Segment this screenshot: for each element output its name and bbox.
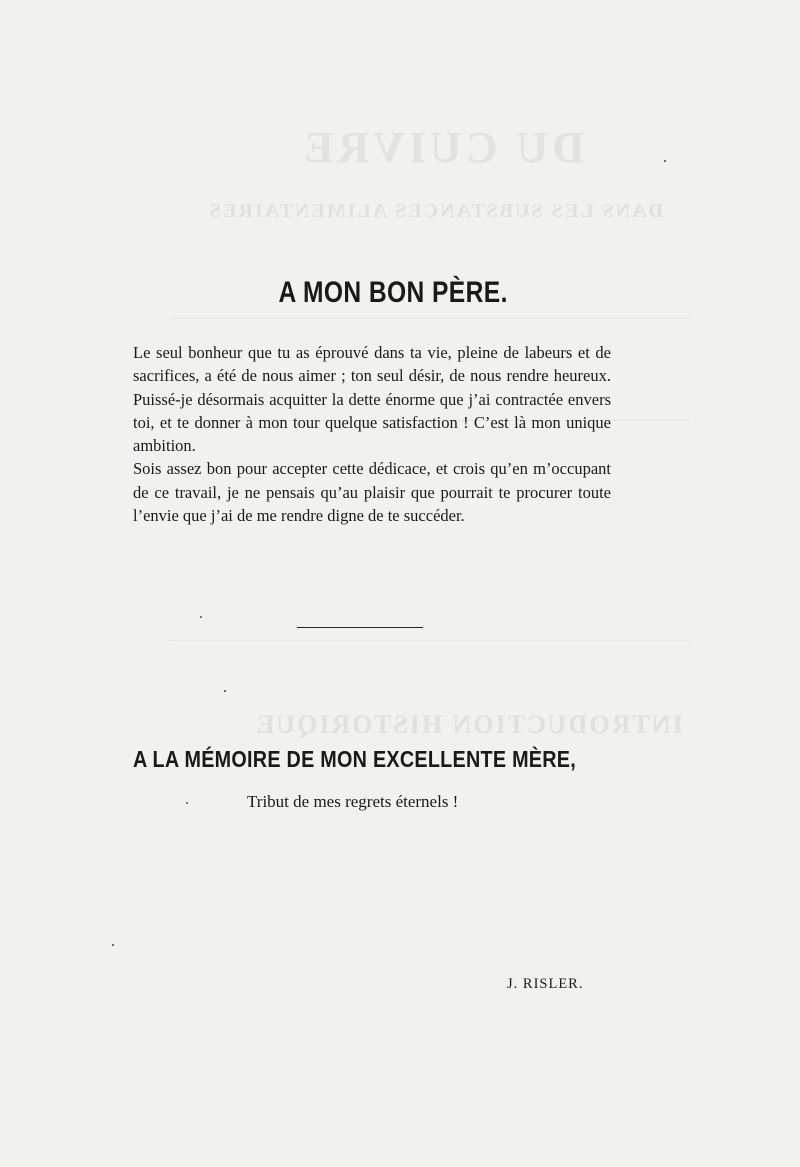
speck — [224, 690, 226, 692]
dedication-paragraph: Le seul bonheur que tu as éprouvé dans ta vie, pleine de labeurs et de sacrifices, a été de nous aimer ; ton seul désir, de nous rendre heureux. Puissé-je désormais acquitter la dette énorme que j’ai contractée envers toi, et te donner à mon tour quelque satisfaction ! C’est là mon unique ambition. — [133, 343, 611, 456]
show-through-title: DU CUIVRE — [300, 123, 585, 172]
show-through-line — [170, 640, 690, 649]
show-through-heading: INTRODUCTION HISTORIQUE — [255, 710, 683, 739]
show-through-line — [170, 318, 690, 327]
dedication-text — [133, 341, 611, 527]
speck — [186, 802, 188, 804]
section-divider — [297, 627, 423, 628]
speck — [112, 944, 114, 946]
show-through-subtitle: DANS LES SUBSTANCES ALIMENTAIRES — [208, 200, 664, 222]
page-title: A MON BON PÈRE. — [278, 276, 508, 309]
second-heading: A LA MÉMOIRE DE MON EXCELLENTE MÈRE, — [133, 746, 577, 772]
dedication-paragraph: Sois assez bon pour accepter cette dédicace, et crois qu’en m’occupant de ce travail, je ne pensais qu’au plaisir que pourrait te procurer toute l’envie que j’ai de me rendre digne de te succéder. — [133, 459, 611, 526]
signature: J. RISLER. — [507, 976, 584, 992]
tribute-line: Tribut de mes regrets éternels ! — [247, 792, 459, 811]
speck — [664, 160, 666, 162]
speck — [200, 616, 202, 618]
